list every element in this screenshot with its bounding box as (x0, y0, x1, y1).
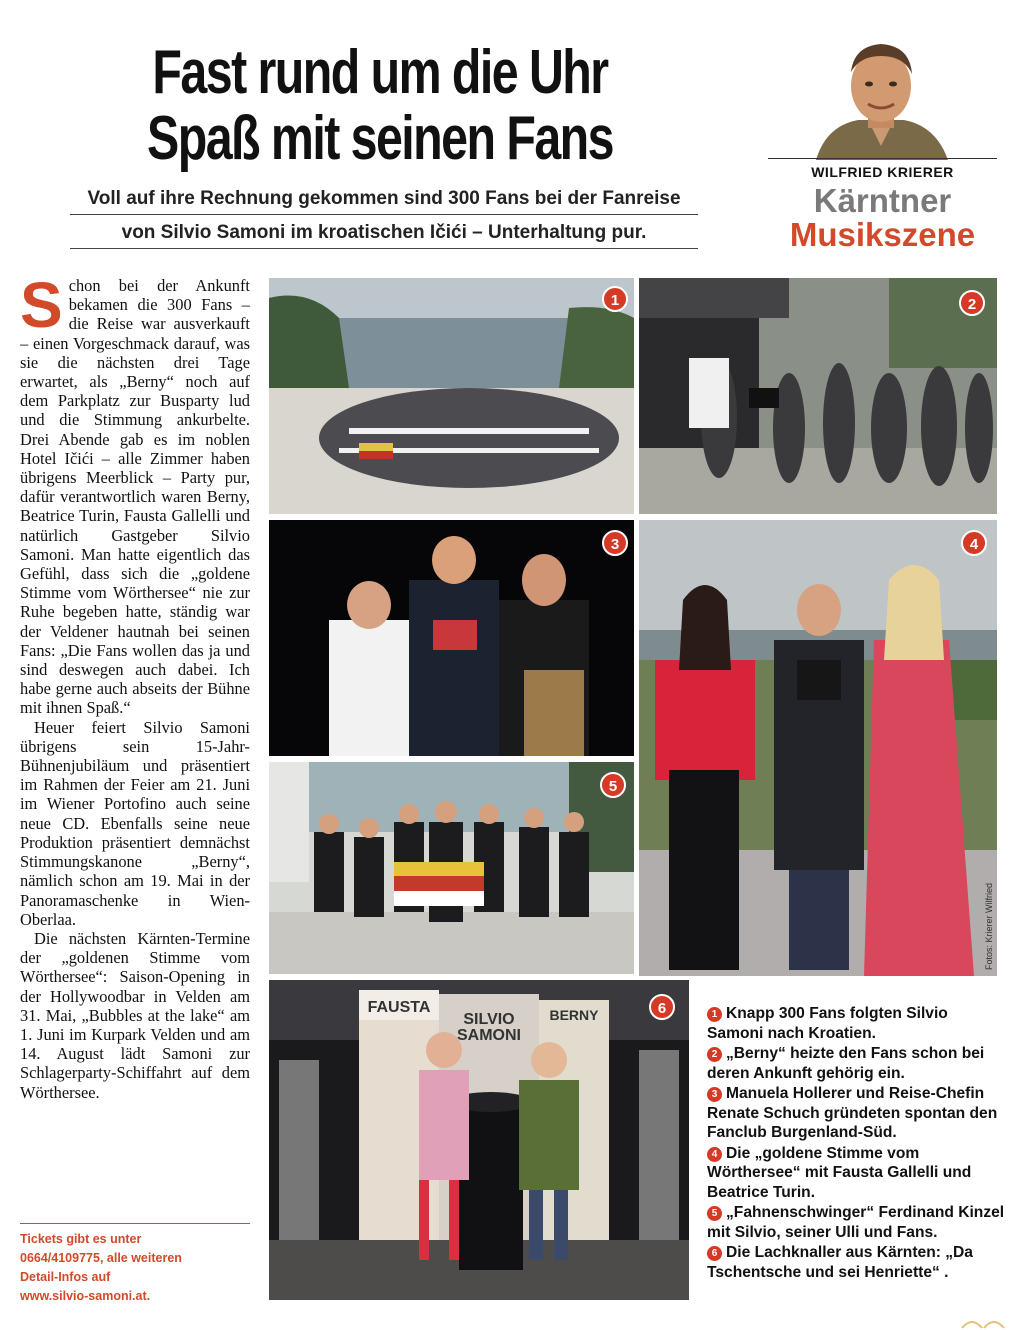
photo-1-group (269, 278, 634, 514)
photo-5-badge: 5 (600, 772, 626, 798)
article-paragraph-3: Die nächsten Kärnten-Termine der „goldenen Stimme vom Wörthersee“: Saison-Opening in der Hollywoodbar in Velden am 31. Mai, „Bubbles at the lake“ am 1. Juni im Kurpark Velden und am 14. August lädt Samoni zur Schlagerparty-Schiffahrt auf dem Wörthersee. (20, 928, 250, 1102)
article-paragraph-1-text: chon bei der Ankunft bekamen die 300 Fans – die Reise war ausverkauft – einen Vorgeschmack darauf, was sie die nächsten drei Tage erwartet, als „Berny“ noch auf dem Parkplatz zur Busparty lud und die Stimmung ankurbelte. Drei Abende gab es im noblen Hotel Ičići – alle Zimmer haben übrigens Meerblick – Party pur, dafür verantwortlich waren Berny, Beatrice Turin, Fausta Gallelli und natürlich Gastgeber Silvio Samoni. Man hatte eigentlich das Gefühl, dass sich die „goldene Stimme vom Wörthersee“ nie zur Ruhe begeben hatte, ständig war der Veldener hautnah bei seinen Fans: „Die Fans wollen das ja und sind deswegen auch dabei. Ich habe gerne auch abseits der Bühne mit ihnen Spaß.“ (20, 276, 250, 718)
photo-2-bus-party (639, 278, 997, 514)
tickets-line-3: Detail-Infos auf (20, 1270, 111, 1284)
banner-fausta: FAUSTA (367, 999, 431, 1016)
corner-ornament (960, 1316, 1020, 1330)
photo-6-badge: 6 (649, 994, 675, 1020)
author-portrait (806, 28, 956, 160)
caption-3-text: Manuela Hollerer und Reise-Chefin Renate Schuch gründeten spontan den Fanclub Burgenland-Süd. (707, 1085, 998, 1141)
dropcap: S (20, 269, 63, 341)
caption-2 (707, 1044, 1007, 1083)
photo-3-fanclub (269, 520, 634, 756)
article-paragraph-1 (20, 269, 250, 718)
caption-5-text: „Fahnenschwinger“ Ferdinand Kinzel mit Silvio, seiner Ulli und Fans. (707, 1204, 1005, 1241)
photo-captions (707, 1004, 1007, 1283)
column-title (768, 184, 997, 252)
author-name: WILFRIED KRIERER (811, 164, 954, 180)
photo-6-comedians (269, 980, 689, 1300)
tickets-line-1: Tickets gibt es unter (20, 1232, 142, 1246)
article-body (20, 269, 250, 1102)
caption-6-badge: 6 (707, 1246, 722, 1261)
photo-4-badge: 4 (961, 530, 987, 556)
article-paragraph-2: Heuer feiert Silvio Samoni übrigens sein 15-Jahr-Bühnenjubiläum und präsentiert im Rahmen der Feier am 21. Juni im Wiener Portofino auch seine neue CD. Ebenfalls seine neue Produktion präsentiert demnächst Stimmungskanone „Berny“, nämlich schon am 19. Mai in der Panoramaschenke in Wien-Oberlaa. (20, 717, 250, 929)
headline-line-2: Spaß mit seinen Fans (147, 104, 613, 173)
photo-1-badge: 1 (602, 286, 628, 312)
caption-1-badge: 1 (707, 1007, 722, 1022)
headline-line-1: Fast rund um die Uhr (152, 38, 608, 107)
tickets-rule (20, 1223, 250, 1224)
caption-1 (707, 1004, 1007, 1043)
photo-3-badge: 3 (602, 530, 628, 556)
banner-silvio: SILVIO SAMONI (457, 1011, 521, 1044)
subhead-line-1: Voll auf ihre Rechnung gekommen sind 300 Fans bei der Fanreise (70, 184, 698, 215)
caption-4 (707, 1144, 1007, 1203)
subhead-line-2: von Silvio Samoni im kroatischen Ičići – Unterhaltung pur. (70, 218, 698, 249)
column-title-line-2: Musikszene (789, 216, 976, 253)
tickets-line-2: 0664/4109775, alle weiteren (20, 1251, 182, 1265)
author-rule (768, 158, 997, 159)
photo-5-flag (269, 762, 634, 974)
photo-4-trio (639, 520, 997, 976)
headline (138, 40, 622, 172)
column-title-line-1: Kärntner (813, 182, 952, 219)
banner-berny: BERNY (549, 1007, 599, 1023)
caption-5-badge: 5 (707, 1206, 722, 1221)
photo-2-badge: 2 (959, 290, 985, 316)
tickets-info (20, 1230, 250, 1306)
tickets-website-link[interactable]: www.silvio-samoni.at. (20, 1289, 151, 1303)
caption-1-text: Knapp 300 Fans folgten Silvio Samoni nach Kroatien. (707, 1005, 948, 1042)
caption-3 (707, 1084, 1007, 1143)
caption-6 (707, 1243, 1007, 1282)
caption-2-text: „Berny“ heizte den Fans schon bei deren Ankunft gehörig ein. (707, 1045, 985, 1082)
photo-credit: Fotos: Krierer Wilfried (984, 882, 994, 970)
caption-3-badge: 3 (707, 1087, 722, 1102)
caption-2-badge: 2 (707, 1047, 722, 1062)
caption-6-text: Die Lachknaller aus Kärnten: „Da Tschentsche und sei Henriette“ . (707, 1244, 973, 1281)
caption-4-badge: 4 (707, 1147, 722, 1162)
caption-5 (707, 1203, 1007, 1242)
caption-4-text: Die „goldene Stimme vom Wörthersee“ mit Fausta Gallelli und Beatrice Turin. (707, 1144, 972, 1201)
